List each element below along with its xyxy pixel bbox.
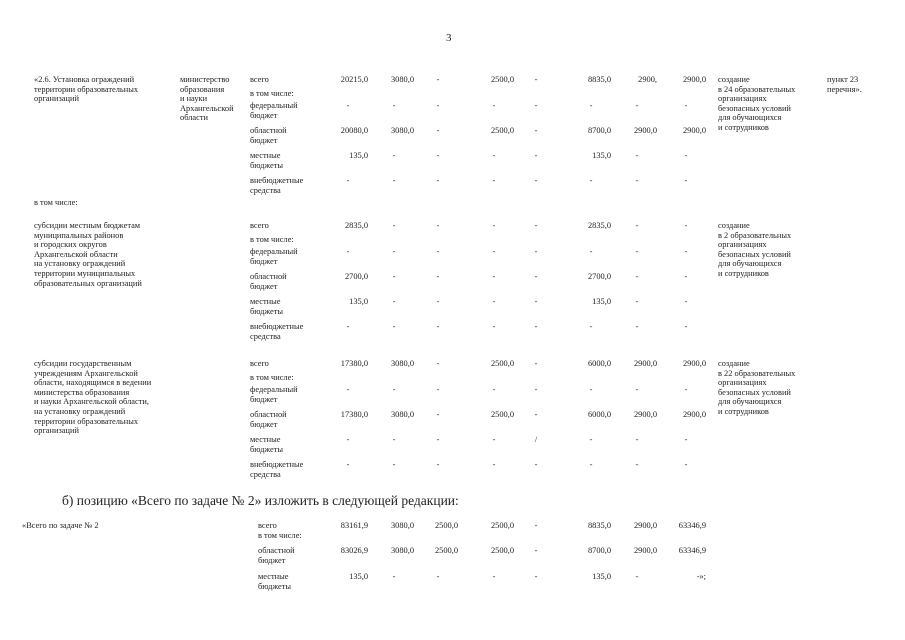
value-cell: -	[589, 322, 593, 331]
value-cell: 2900,0	[633, 410, 657, 419]
value-cell: 135,0	[349, 151, 368, 160]
value-cell: 135,0	[592, 572, 611, 581]
item-2-6-result: создание в 24 образовательных организациях безопасных условий для обучающихся и сотрудников	[718, 75, 796, 132]
value-cell: -	[436, 221, 440, 230]
budget-line-label: областной бюджет	[258, 546, 295, 565]
value-cell: -	[635, 176, 639, 185]
value-cell: -	[492, 297, 496, 306]
value-cell: -	[635, 297, 639, 306]
value-cell: -	[589, 460, 593, 469]
value-cell: -	[684, 101, 688, 110]
budget-line-label: местные бюджеты	[258, 572, 292, 591]
value-cell: -	[635, 247, 639, 256]
value-cell: -	[684, 435, 688, 444]
value-cell: -	[392, 176, 396, 185]
value-cell: 83161,9	[340, 521, 368, 530]
value-cell: -	[534, 101, 538, 110]
value-cell: 2500,0	[434, 521, 458, 530]
budget-line-label: внебюджетные средства	[250, 176, 304, 195]
value-cell: -»;	[696, 572, 706, 581]
value-cell: -	[392, 572, 396, 581]
value-cell: -	[684, 151, 688, 160]
value-cell: -	[346, 247, 350, 256]
value-cell: -	[436, 247, 440, 256]
value-cell: -	[492, 221, 496, 230]
budget-line-label: областной бюджет	[250, 126, 287, 145]
value-cell: -	[534, 410, 538, 419]
value-cell: 135,0	[349, 297, 368, 306]
value-cell: -	[346, 176, 350, 185]
value-cell: -	[392, 272, 396, 281]
value-cell: 3080,0	[390, 126, 414, 135]
value-cell: 3080,0	[390, 521, 414, 530]
value-cell: 2900,0	[682, 410, 706, 419]
value-cell: 2900,0	[682, 75, 706, 84]
value-cell: -	[589, 385, 593, 394]
budget-line-label: местные бюджеты	[250, 435, 284, 454]
value-cell: 2500,0	[434, 546, 458, 555]
municipal-subsidy-result: создание в 2 образовательных организациях безопасных условий для обучающихся и сотрудников	[718, 221, 792, 278]
municipal-subsidy-title: субсидии местным бюджетам муниципальных районов и городских округов Архангельской области на установку ограждений территории муниципальных образовательных организаций	[34, 221, 142, 288]
budget-line-label: областной бюджет	[250, 410, 287, 429]
value-cell: 2900,0	[682, 359, 706, 368]
value-cell: 2500,0	[490, 410, 514, 419]
value-cell: -	[534, 126, 538, 135]
value-cell: -	[492, 322, 496, 331]
value-cell: 2835,0	[344, 221, 368, 230]
total-title: «Всего по задаче № 2	[22, 521, 99, 530]
item-2-6-executor: министерство образования и науки Архангельской области	[180, 75, 234, 123]
value-cell: -	[534, 75, 538, 84]
value-cell: -	[436, 322, 440, 331]
value-cell: -	[392, 322, 396, 331]
budget-line-label: местные бюджеты	[250, 151, 284, 170]
value-cell: -	[492, 101, 496, 110]
value-cell: -	[492, 247, 496, 256]
state-subsidy-title: субсидии государственным учреждениям Архангельской области, находящимся в ведении министерства образования и науки Архангельской области, на установку ограждений территории образовательных организаций	[34, 359, 152, 436]
value-cell: -	[436, 75, 440, 84]
value-cell: -	[635, 460, 639, 469]
value-cell: 3080,0	[390, 546, 414, 555]
value-cell: -	[346, 322, 350, 331]
value-cell: -	[534, 272, 538, 281]
value-cell: /	[534, 435, 538, 444]
value-cell: -	[684, 322, 688, 331]
value-cell: -	[436, 460, 440, 469]
value-cell: 2500,0	[490, 521, 514, 530]
value-cell: -	[392, 297, 396, 306]
value-cell: -	[436, 359, 440, 368]
value-cell: 2900,	[638, 75, 657, 84]
budget-line-label: всего	[250, 75, 269, 84]
page-number: 3	[446, 32, 452, 44]
value-cell: -	[392, 151, 396, 160]
value-cell: 2900,0	[633, 546, 657, 555]
value-cell: 3080,0	[390, 75, 414, 84]
value-cell: -	[392, 101, 396, 110]
value-cell: 2700,0	[587, 272, 611, 281]
value-cell: 2900,0	[633, 359, 657, 368]
value-cell: -	[534, 385, 538, 394]
including-label: в том числе:	[34, 198, 78, 207]
value-cell: 2900,0	[633, 521, 657, 530]
value-cell: -	[635, 272, 639, 281]
value-cell: -	[492, 272, 496, 281]
value-cell: -	[346, 460, 350, 469]
value-cell: -	[436, 101, 440, 110]
value-cell: 20080,0	[340, 126, 368, 135]
value-cell: -	[436, 297, 440, 306]
value-cell: -	[436, 385, 440, 394]
value-cell: -	[635, 101, 639, 110]
value-cell: -	[392, 247, 396, 256]
budget-line-label: в том числе:	[250, 89, 294, 98]
value-cell: -	[534, 297, 538, 306]
value-cell: 17380,0	[340, 359, 368, 368]
value-cell: -	[684, 272, 688, 281]
value-cell: -	[436, 272, 440, 281]
value-cell: -	[436, 435, 440, 444]
section-heading-b: б) позицию «Всего по задаче № 2» изложить в следующей редакции:	[62, 493, 459, 508]
value-cell: -	[589, 247, 593, 256]
value-cell: 8700,0	[587, 546, 611, 555]
value-cell: -	[635, 435, 639, 444]
value-cell: 8835,0	[587, 75, 611, 84]
value-cell: 20215,0	[340, 75, 368, 84]
value-cell: 2500,0	[490, 546, 514, 555]
value-cell: -	[534, 521, 538, 530]
value-cell: 83026,9	[340, 546, 368, 555]
value-cell: -	[436, 176, 440, 185]
value-cell: -	[492, 435, 496, 444]
value-cell: -	[684, 221, 688, 230]
value-cell: -	[534, 572, 538, 581]
value-cell: 135,0	[592, 297, 611, 306]
value-cell: -	[635, 385, 639, 394]
value-cell: -	[392, 385, 396, 394]
budget-line-label: федеральный бюджет	[250, 247, 298, 266]
value-cell: -	[635, 221, 639, 230]
value-cell: -	[534, 151, 538, 160]
value-cell: -	[492, 460, 496, 469]
value-cell: 2500,0	[490, 75, 514, 84]
value-cell: -	[635, 322, 639, 331]
value-cell: -	[436, 410, 440, 419]
value-cell: -	[534, 176, 538, 185]
value-cell: -	[589, 101, 593, 110]
value-cell: 135,0	[592, 151, 611, 160]
value-cell: 3080,0	[390, 410, 414, 419]
value-cell: -	[436, 572, 440, 581]
budget-line-label: всего	[250, 221, 269, 230]
value-cell: -	[534, 322, 538, 331]
value-cell: 8700,0	[587, 126, 611, 135]
value-cell: -	[436, 126, 440, 135]
value-cell: -	[346, 101, 350, 110]
budget-line-label: всего	[250, 359, 269, 368]
value-cell: 6000,0	[587, 359, 611, 368]
value-cell: -	[635, 572, 639, 581]
value-cell: 2500,0	[490, 126, 514, 135]
value-cell: -	[589, 435, 593, 444]
budget-line-label: местные бюджеты	[250, 297, 284, 316]
value-cell: -	[392, 435, 396, 444]
value-cell: -	[589, 176, 593, 185]
value-cell: 17380,0	[340, 410, 368, 419]
value-cell: 63346,9	[678, 546, 706, 555]
value-cell: 2700,0	[344, 272, 368, 281]
value-cell: 8835,0	[587, 521, 611, 530]
item-2-6-title: «2.6. Установка ограждений территории образовательных организаций	[34, 75, 139, 104]
value-cell: -	[346, 435, 350, 444]
value-cell: 6000,0	[587, 410, 611, 419]
value-cell: -	[684, 460, 688, 469]
item-2-6-note: пункт 23 перечня».	[827, 75, 862, 94]
value-cell: -	[346, 385, 350, 394]
value-cell: -	[392, 221, 396, 230]
value-cell: -	[492, 151, 496, 160]
value-cell: -	[534, 221, 538, 230]
value-cell: -	[392, 460, 396, 469]
state-subsidy-result: создание в 22 образовательных организациях безопасных условий для обучающихся и сотрудников	[718, 359, 796, 416]
value-cell: -	[534, 546, 538, 555]
value-cell: -	[684, 385, 688, 394]
budget-line-label: областной бюджет	[250, 272, 287, 291]
value-cell: -	[492, 572, 496, 581]
budget-line-label: внебюджетные средства	[250, 460, 304, 479]
value-cell: 2500,0	[490, 359, 514, 368]
value-cell: -	[635, 151, 639, 160]
budget-line-label: всего в том числе:	[258, 521, 302, 540]
value-cell: -	[534, 460, 538, 469]
value-cell: 2835,0	[587, 221, 611, 230]
value-cell: -	[492, 385, 496, 394]
value-cell: -	[534, 359, 538, 368]
value-cell: -	[436, 151, 440, 160]
budget-line-label: в том числе:	[250, 235, 294, 244]
value-cell: -	[684, 247, 688, 256]
budget-line-label: федеральный бюджет	[250, 385, 298, 404]
budget-line-label: внебюджетные средства	[250, 322, 304, 341]
budget-line-label: в том числе:	[250, 373, 294, 382]
value-cell: 63346,9	[678, 521, 706, 530]
value-cell: 135,0	[349, 572, 368, 581]
value-cell: -	[534, 247, 538, 256]
value-cell: -	[684, 297, 688, 306]
value-cell: 3080,0	[390, 359, 414, 368]
value-cell: 2900,0	[682, 126, 706, 135]
value-cell: -	[492, 176, 496, 185]
budget-line-label: федеральный бюджет	[250, 101, 298, 120]
value-cell: -	[684, 176, 688, 185]
value-cell: 2900,0	[633, 126, 657, 135]
